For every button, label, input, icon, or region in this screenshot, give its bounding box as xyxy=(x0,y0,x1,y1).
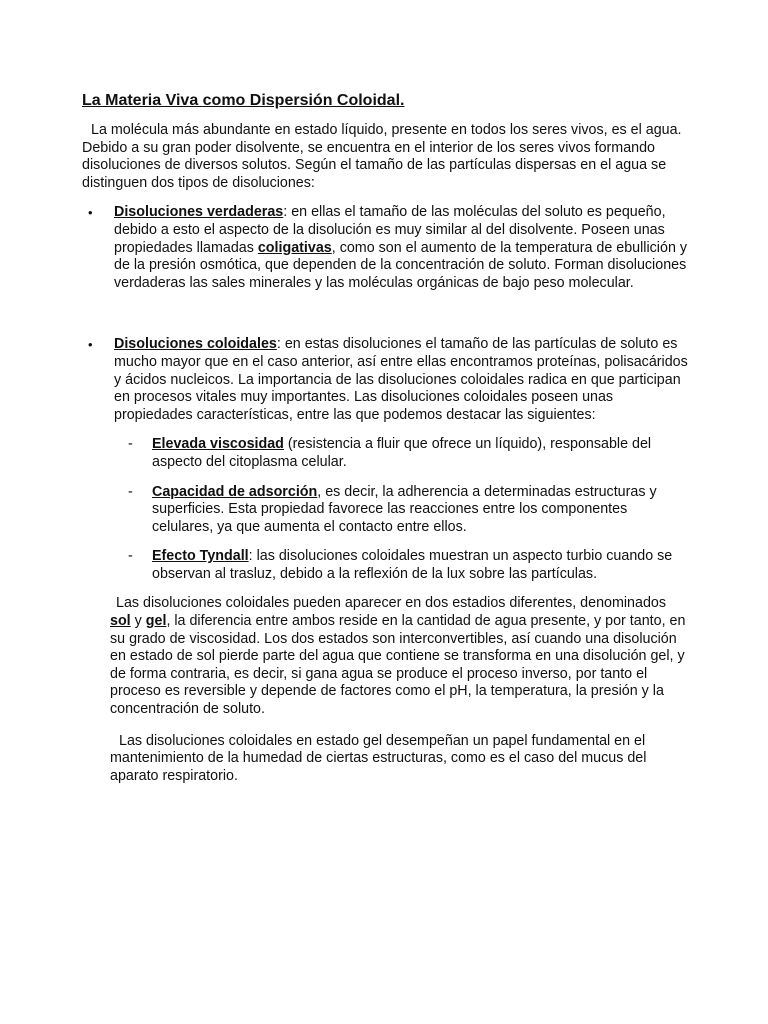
property-term: Capacidad de adsorción xyxy=(152,483,318,500)
states-text-b: y xyxy=(130,613,146,630)
dash-icon: - xyxy=(128,483,133,500)
states-text-c: , la diferencia entre ambos reside en la cantidad de agua presente, y por tanto, en su grado de viscosidad. Los dos estados son interconvertibles, así cuando una disolución en estado de sol pierde parte del agua que contiene se transforma en una disolución gel, y de forma contraria, es decir, si gana agua se produce el proceso inverso, por tanto el proceso es reversible y depende de factores como el pH, la temperatura, la presión y la concentración de soluto. xyxy=(110,613,686,718)
dash-icon: - xyxy=(128,436,133,453)
list-item-coloidales xyxy=(82,336,688,583)
property-text: : las disoluciones coloidales muestran un aspecto turbio cuando se observan al trasluz, debido a la reflexión de la lux sobre las partículas. xyxy=(152,548,673,582)
list-item-verdaderas xyxy=(82,204,688,292)
gel-paragraph: Las disoluciones coloidales en estado gel desempeñan un papel fundamental en el mantenimiento de la humedad de ciertas estructuras, como es el caso del mucus del aparato respiratorio. xyxy=(110,732,647,784)
term-verdaderas: Disoluciones verdaderas xyxy=(114,204,284,221)
verdaderas-text-b: , como son el aumento de la temperatura de ebullición y de la presión osmótica, que dependen de la concentración de soluto. Forman disoluciones verdaderas las sales minerales y las moléculas orgánicas de bajo peso molecular. xyxy=(114,239,688,291)
dash-icon: - xyxy=(128,548,133,565)
property-text: , es decir, la adherencia a determinadas estructuras y superficies. Esta propiedad favorece las reacciones entre los componentes celulares, ya que aumenta el contacto entre ellos. xyxy=(152,483,657,535)
term-coligativas: coligativas xyxy=(257,239,332,256)
term-gel: gel xyxy=(145,613,167,630)
property-item xyxy=(114,436,688,471)
property-term: Elevada viscosidad xyxy=(152,436,284,453)
states-paragraph xyxy=(110,595,688,718)
property-text: (resistencia a fluir que ofrece un líquido), responsable del aspecto del citoplasma celular. xyxy=(152,436,652,470)
intro-paragraph: La molécula más abundante en estado líquido, presente en todos los seres vivos, es el agua. Debido a su gran poder disolvente, se encuentra en el interior de los seres vivos formando disoluciones de diversos solutos. Según el tamaño de las partículas dispersas en el agua se distinguen dos tipos de disoluciones: xyxy=(82,122,682,191)
bullet-icon: • xyxy=(88,337,93,353)
properties-list xyxy=(114,436,688,583)
property-term: Efecto Tyndall xyxy=(152,548,249,565)
term-sol: sol xyxy=(110,613,131,630)
verdaderas-text-a: : en ellas el tamaño de las moléculas del soluto es pequeño, debido a esto el aspecto de la disolución es muy similar al del disolvente. Poseen unas propiedades llamadas xyxy=(114,204,666,256)
property-item xyxy=(114,548,688,583)
term-coloidales: Disoluciones coloidales xyxy=(114,336,277,353)
bullet-icon: • xyxy=(88,205,93,221)
solution-types-list xyxy=(82,204,688,583)
states-text-a: Las disoluciones coloidales pueden aparecer en dos estadios diferentes, denominados xyxy=(116,595,667,612)
property-item xyxy=(114,484,688,537)
coloidales-text: : en estas disoluciones el tamaño de las partículas de soluto es mucho mayor que en el caso anterior, así entre ellas encontramos proteínas, polisacáridos y ácidos nucleicos. La importancia de las disoluciones coloidales radica en que participan en procesos vitales muy importantes. Las disoluciones coloidales poseen unas propiedades características, entre las que podemos destacar las siguientes: xyxy=(114,336,688,423)
page-title: La Materia Viva como Dispersión Coloidal. xyxy=(82,92,405,109)
